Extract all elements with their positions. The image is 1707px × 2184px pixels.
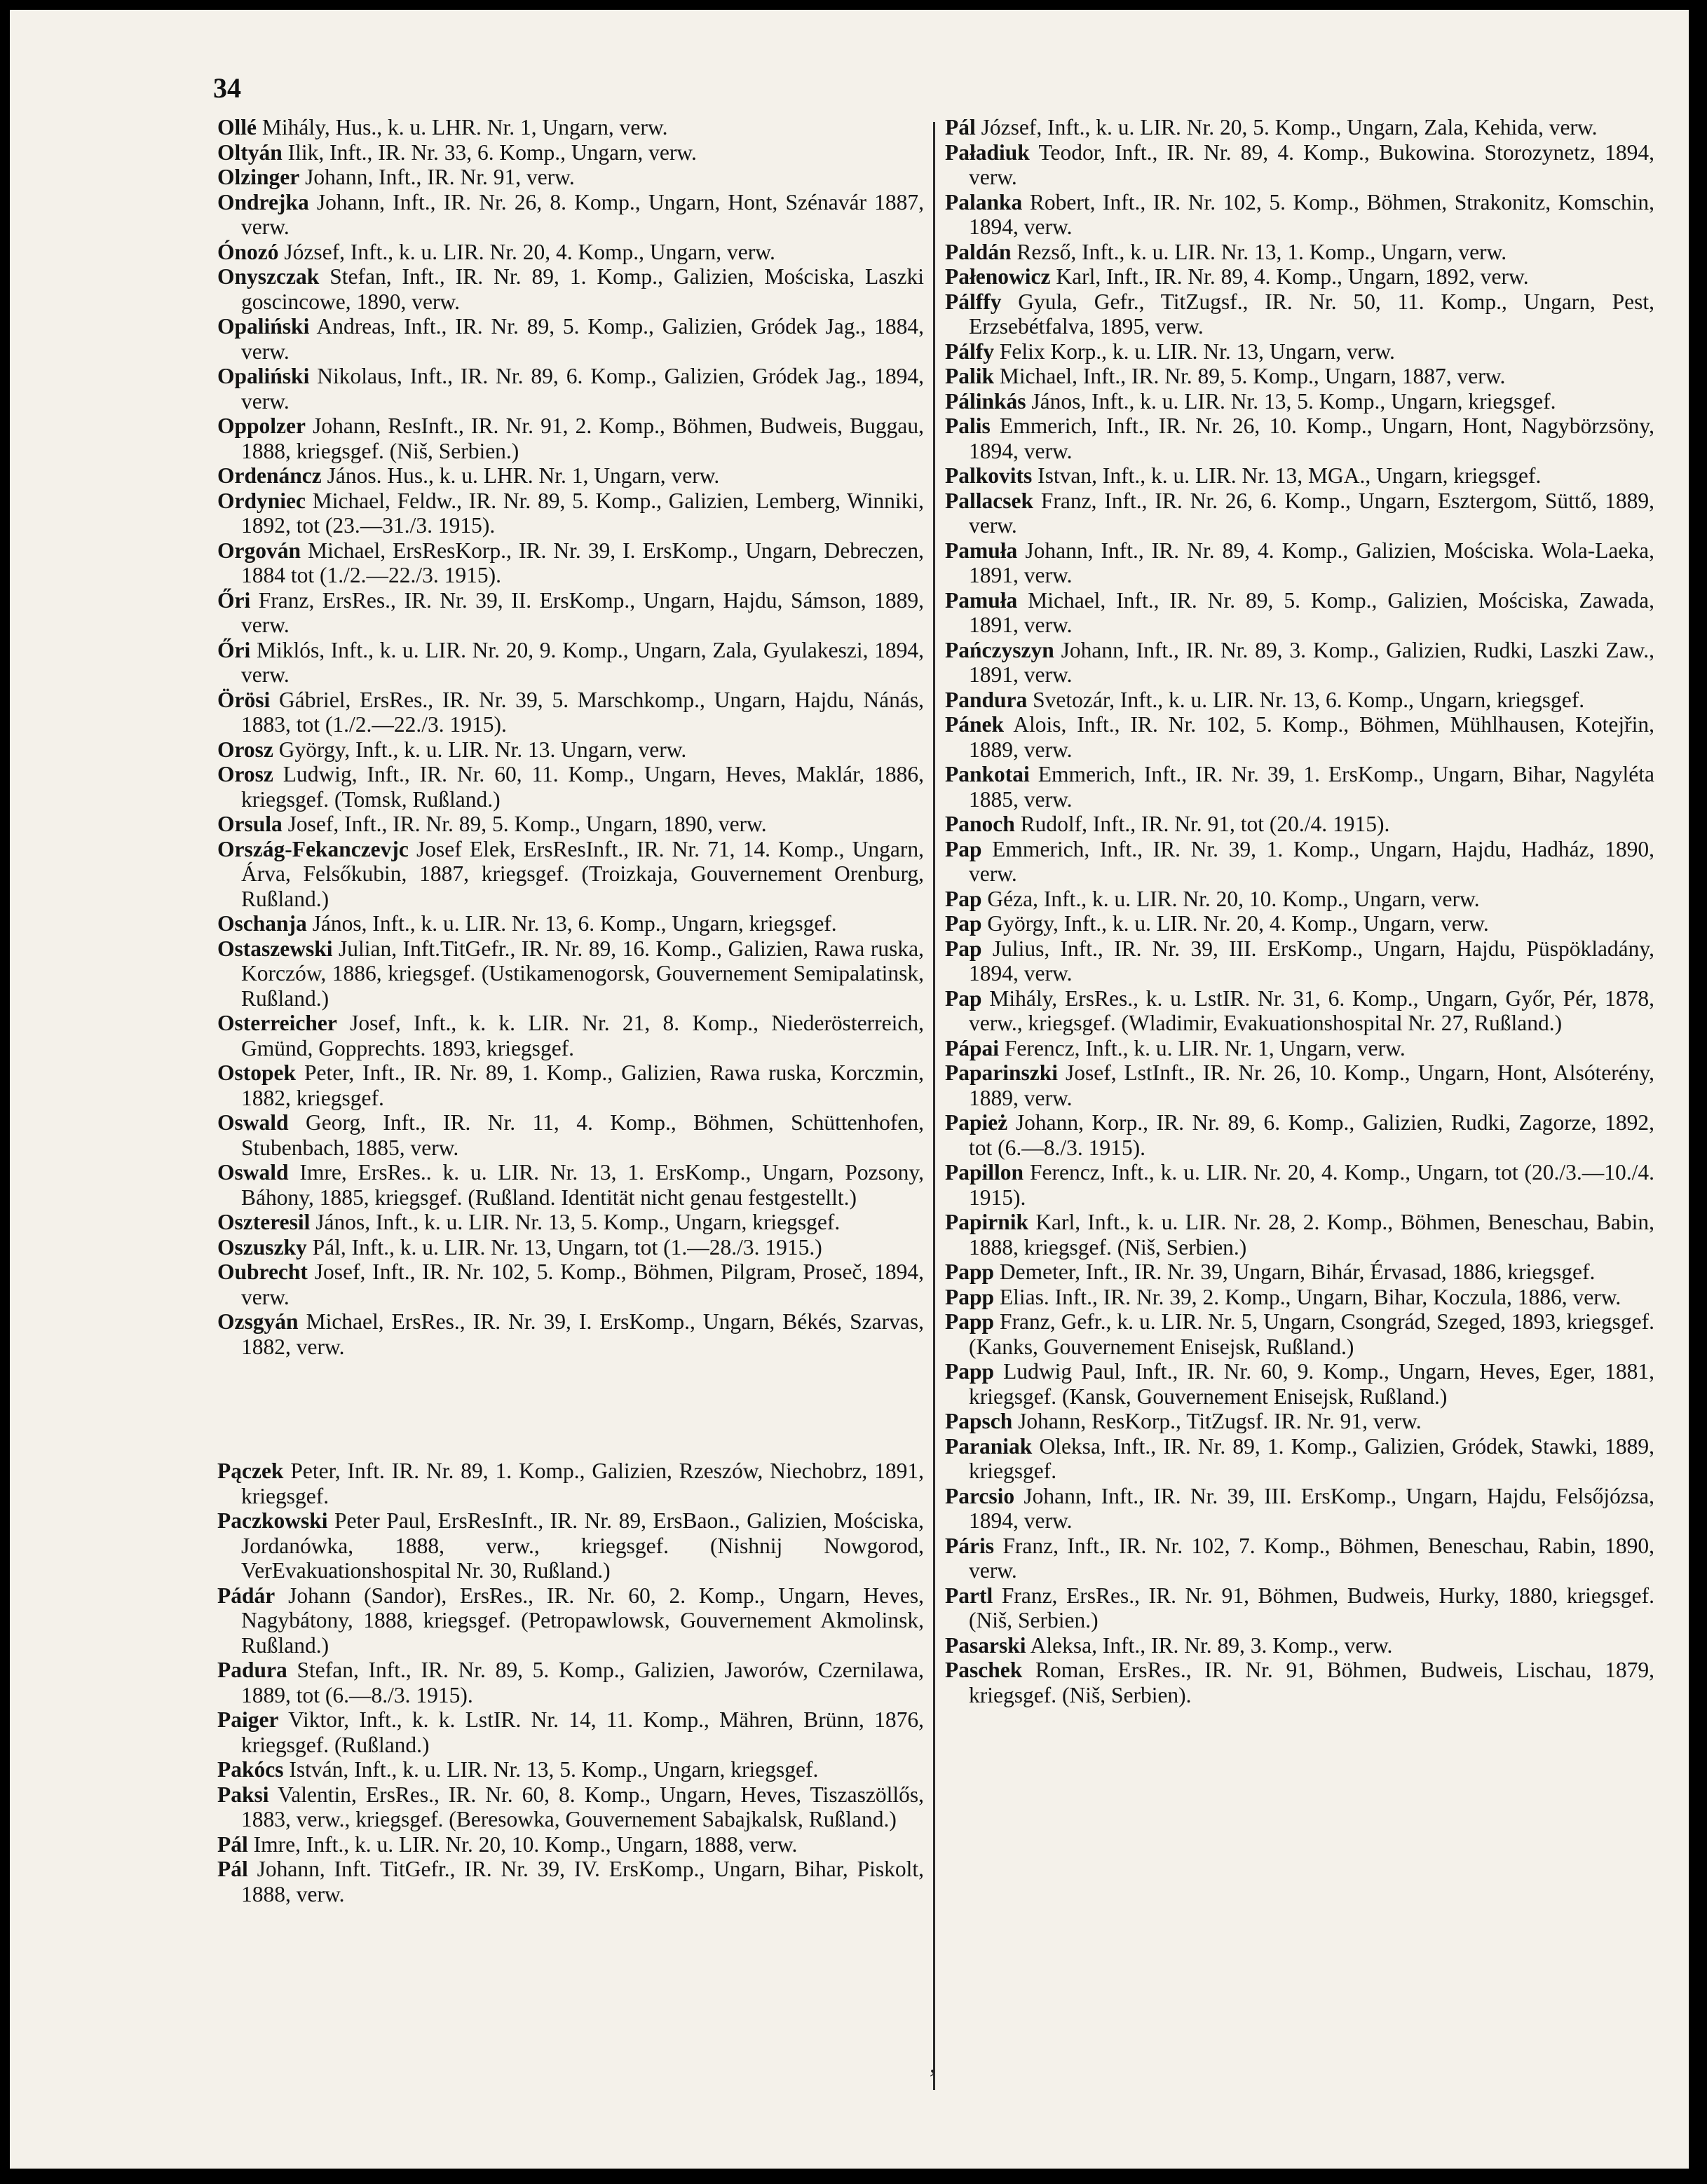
entry-details: Alois, Inft., IR. Nr. 102, 5. Komp., Böhmen, Mühlhausen, Kotejřin, 1889, verw.: [969, 712, 1654, 762]
register-entry: [217, 240, 924, 265]
register-entry: [217, 1782, 924, 1832]
left-entries-o: [217, 115, 924, 1359]
entry-details: Stefan, Inft., IR. Nr. 89, 1. Komp., Galizien, Mościska, Laszki goscincowe, 1890, verw.: [241, 264, 925, 314]
entry-surname: Paparinszki: [945, 1060, 1059, 1085]
entry-details: Johann, Korp., IR. Nr. 89, 6. Komp., Galizien, Rudki, Zagorze, 1892, tot (6.—8./3. 1915).: [969, 1110, 1654, 1160]
entry-details: János, Inft., k. u. LIR. Nr. 13, 5. Komp., Ungarn, kriegsgef.: [315, 1210, 841, 1234]
entry-surname: Papp: [945, 1284, 995, 1309]
right-column: [945, 115, 1654, 1707]
register-entry: [217, 463, 924, 489]
register-entry: [945, 1060, 1654, 1110]
entry-details: József, Inft., k. u. LIR. Nr. 20, 5. Komp., Ungarn, Zala, Kehida, verw.: [981, 115, 1598, 139]
register-entry: [945, 115, 1654, 140]
entry-details: Emmerich, Inft., IR. Nr. 39, 1. Komp., Ungarn, Hajdu, Hadház, 1890, verw.: [969, 836, 1655, 886]
register-entry: [945, 1583, 1654, 1633]
entry-details: Roman, ErsRes., IR. Nr. 91, Böhmen, Budweis, Lischau, 1879, kriegsgef. (Niš, Serbien).: [969, 1658, 1654, 1707]
entry-surname: Paczkowski: [217, 1508, 328, 1533]
entry-details: Ferencz, Inft., k. u. LIR. Nr. 20, 4. Komp., Ungarn, tot (20./3.—10./4. 1915).: [969, 1160, 1655, 1210]
register-entry: [217, 911, 924, 936]
entry-surname: Oschanja: [217, 911, 307, 936]
register-entry: [945, 190, 1654, 240]
entry-surname: Örösi: [217, 687, 271, 712]
entry-surname: Palkovits: [945, 463, 1033, 488]
entry-details: Géza, Inft., k. u. LIR. Nr. 20, 10. Komp., Ungarn, verw.: [987, 886, 1480, 911]
entry-details: Johann (Sandor), ErsRes., IR. Nr. 60, 2. Komp., Ungarn, Heves, Nagybátony, 1888, kriegsgef. (Petropawlowsk, Gouvernement Akmolinsk, Rußland.): [241, 1583, 925, 1658]
entry-details: Franz, Gefr., k. u. LIR. Nr. 5, Ungarn, Csongrád, Szeged, 1893, kriegsgef. (Kanks, Gouvernement Enisejsk, Rußland.): [969, 1309, 1655, 1359]
register-entry: [217, 538, 924, 588]
entry-surname: Padura: [217, 1658, 287, 1682]
entry-details: Stefan, Inft., IR. Nr. 89, 5. Komp., Galizien, Jaworów, Czernilawa, 1889, tot (6.—8./3. 1915).: [241, 1658, 924, 1707]
register-entry: [945, 588, 1654, 638]
entry-details: János, Inft., k. u. LIR. Nr. 13, 6. Komp., Ungarn, kriegsgef.: [312, 911, 837, 936]
entry-surname: Parcsio: [945, 1483, 1015, 1508]
entry-surname: Őri: [217, 587, 251, 613]
entry-details: Franz, Inft., IR. Nr. 26, 6. Komp., Ungarn, Esztergom, Süttő, 1889, verw.: [969, 488, 1654, 538]
entry-details: János. Hus., k. u. LHR. Nr. 1, Ungarn, verw.: [327, 463, 720, 488]
register-entry: [217, 489, 924, 538]
entry-surname: Oppolzer: [217, 414, 306, 438]
entry-surname: Őri: [217, 637, 251, 662]
register-entry: [945, 140, 1654, 190]
entry-details: Teodor, Inft., IR. Nr. 89, 4. Komp., Bukowina. Storozynetz, 1894, verw.: [969, 139, 1654, 189]
left-entries-p: [217, 1459, 924, 1906]
column-divider: [933, 122, 935, 2090]
register-entry: [945, 1110, 1654, 1160]
entry-details: Michael, Inft., IR. Nr. 89, 5. Komp., Galizien, Mościska, Zawada, 1891, verw.: [969, 587, 1655, 637]
entry-details: Ferencz, Inft., k. u. LIR. Nr. 1, Ungarn, verw.: [1004, 1035, 1406, 1060]
register-entry: [945, 489, 1654, 538]
register-entry: [945, 463, 1654, 489]
entry-surname: Paksi: [217, 1782, 269, 1807]
entry-details: Karl, Inft., IR. Nr. 89, 4. Komp., Ungarn, 1892, verw.: [1056, 264, 1529, 289]
print-mark: ’: [928, 2064, 937, 2094]
register-entry: [217, 1110, 924, 1160]
entry-surname: Pápai: [945, 1035, 1000, 1060]
entry-surname: Opaliński: [217, 364, 310, 388]
register-entry: [217, 414, 924, 463]
entry-details: Emmerich, Inft., IR. Nr. 39, 1. ErsKomp., Ungarn, Bihar, Nagyléta 1885, verw.: [969, 762, 1655, 812]
entry-details: Johann, ResKorp., TitZugsf. IR. Nr. 91, verw.: [1018, 1409, 1422, 1433]
entry-surname: Paraniak: [945, 1433, 1033, 1459]
entry-details: Johann, Inft., IR. Nr. 26, 8. Komp., Ungarn, Hont, Szénavár 1887, verw.: [241, 189, 925, 239]
entry-details: Franz, Inft., IR. Nr. 102, 7. Komp., Böhmen, Beneschau, Rabin, 1890, verw.: [969, 1533, 1654, 1583]
entry-surname: Pączek: [217, 1459, 284, 1483]
entry-details: Ludwig, Inft., IR. Nr. 60, 11. Komp., Ungarn, Heves, Maklár, 1886, kriegsgef. (Tomsk, Rußland.): [241, 762, 924, 812]
register-entry: [217, 1309, 924, 1359]
register-entry: [945, 538, 1654, 588]
register-entry: [945, 1160, 1654, 1210]
entry-details: Istvan, Inft., k. u. LIR. Nr. 13, MGA., Ungarn, kriegsgef.: [1038, 463, 1542, 488]
register-entry: [945, 339, 1654, 364]
register-entry: [217, 1011, 924, 1060]
entry-surname: Palis: [945, 414, 991, 438]
entry-surname: Ondrejka: [217, 189, 309, 214]
register-entry: [945, 812, 1654, 837]
entry-details: György, Inft., k. u. LIR. Nr. 13. Ungarn, verw.: [278, 737, 687, 762]
register-entry: [217, 688, 924, 737]
register-entry: [217, 638, 924, 688]
entry-details: Georg, Inft., IR. Nr. 11, 4. Komp., Böhmen, Schüttenhofen, Stubenbach, 1885, verw.: [241, 1110, 925, 1160]
entry-details: Johann, Inft., IR. Nr. 89, 4. Komp., Galizien, Mościska. Wola-Laeka, 1891, verw.: [969, 538, 1654, 587]
entry-surname: Pap: [945, 936, 982, 961]
register-entry: [945, 1210, 1654, 1260]
entry-details: Johann, Inft. TitGefr., IR. Nr. 39, IV. ErsKomp., Ungarn, Bihar, Piskolt, 1888, verw.: [241, 1857, 925, 1906]
register-entry: [945, 887, 1654, 912]
entry-surname: Pandura: [945, 687, 1028, 712]
entry-details: Josef Elek, ErsResInft., IR. Nr. 71, 14. Komp., Ungarn, Árva, Felsőkubin, 1887, kriegsgef. (Troizkaja, Gouvernement Orenburg, Rußland.): [241, 836, 924, 911]
left-column: [217, 115, 924, 1906]
entry-surname: Ollé: [217, 115, 257, 139]
entry-details: József, Inft., k. u. LIR. Nr. 20, 4. Komp., Ungarn, verw.: [284, 239, 775, 264]
register-entry: [217, 1508, 924, 1583]
entry-details: Peter Paul, ErsResInft., IR. Nr. 89, ErsBaon., Galizien, Mościska, Jordanówka, 1888, verw., kriegsgef. (Nishnij Nowgorod, VerEvakuationshospital Nr. 30, Rußland.): [241, 1508, 924, 1583]
register-entry: [945, 688, 1654, 713]
entry-details: Viktor, Inft., k. k. LstIR. Nr. 14, 11. Komp., Mähren, Brünn, 1876, kriegsgef. (Rußland.): [241, 1707, 924, 1757]
entry-surname: Pánek: [945, 712, 1005, 737]
register-entry: [945, 289, 1654, 339]
entry-details: Ilik, Inft., IR. Nr. 33, 6. Komp., Ungarn, verw.: [287, 139, 697, 165]
register-entry: [945, 712, 1654, 762]
register-entry: [945, 762, 1654, 812]
entry-surname: Orosz: [217, 737, 273, 762]
register-entry: [945, 240, 1654, 265]
register-entry: [945, 1309, 1654, 1359]
entry-details: Svetozár, Inft., k. u. LIR. Nr. 13, 6. Komp., Ungarn, kriegsgef.: [1033, 687, 1585, 712]
register-entry: [217, 1832, 924, 1857]
register-entry: [945, 389, 1654, 414]
entry-surname: Pamuła: [945, 538, 1018, 563]
register-entry: [945, 1036, 1654, 1061]
entry-surname: Oltyán: [217, 139, 283, 165]
entry-surname: Olzinger: [217, 165, 300, 189]
entry-surname: Pasarski: [945, 1632, 1026, 1658]
entry-surname: Ostopek: [217, 1060, 297, 1085]
entry-details: Andreas, Inft., IR. Nr. 89, 5. Komp., Galizien, Gródek Jag., 1884, verw.: [241, 314, 924, 364]
entry-details: Robert, Inft., IR. Nr. 102, 5. Komp., Böhmen, Strakonitz, Komschin, 1894, verw.: [969, 189, 1654, 239]
entry-details: György, Inft., k. u. LIR. Nr. 20, 4. Komp., Ungarn, verw.: [987, 911, 1489, 936]
entry-surname: Pap: [945, 836, 982, 861]
entry-surname: Pakócs: [217, 1757, 284, 1782]
entry-surname: Oubrecht: [217, 1260, 308, 1284]
register-entry: [217, 190, 924, 240]
register-entry: [945, 264, 1654, 289]
entry-surname: Pap: [945, 911, 982, 936]
register-entry: [217, 737, 924, 763]
entry-details: Aleksa, Inft., IR. Nr. 89, 3. Komp., verw.: [1030, 1632, 1393, 1658]
register-entry: [945, 1484, 1654, 1534]
entry-surname: Pál: [217, 1831, 248, 1857]
entry-surname: Pálfy: [945, 339, 994, 364]
entry-details: Oleksa, Inft., IR. Nr. 89, 1. Komp., Galizien, Gródek, Stawki, 1889, kriegsgef.: [969, 1433, 1655, 1483]
entry-details: Felix Korp., k. u. LIR. Nr. 13, Ungarn, verw.: [999, 339, 1395, 364]
register-entry: [945, 1260, 1654, 1285]
entry-surname: Paldán: [945, 239, 1012, 264]
entry-surname: Pál: [217, 1857, 248, 1881]
entry-surname: Paiger: [217, 1707, 279, 1732]
register-entry: [217, 837, 924, 912]
entry-surname: Pálffy: [945, 289, 1002, 314]
entry-details: Franz, ErsRes., IR. Nr. 39, II. ErsKomp., Ungarn, Hajdu, Sámson, 1889, verw.: [241, 587, 925, 637]
entry-surname: Oszteresil: [217, 1210, 311, 1234]
entry-details: Rudolf, Inft., IR. Nr. 91, tot (20./4. 1915).: [1020, 812, 1390, 836]
entry-details: Michael, Feldw., IR. Nr. 89, 5. Komp., Galizien, Lemberg, Winniki, 1892, tot (23.—31./3. 1915).: [241, 488, 925, 538]
entry-surname: Ónozó: [217, 239, 279, 264]
register-entry: [945, 1434, 1654, 1484]
register-entry: [945, 936, 1654, 986]
entry-details: Franz, ErsRes., IR. Nr. 91, Böhmen, Budweis, Hurky, 1880, kriegsgef. (Niš, Serbien.): [969, 1583, 1654, 1632]
register-entry: [217, 1757, 924, 1782]
entry-details: Michael, Inft., IR. Nr. 89, 5. Komp., Ungarn, 1887, verw.: [999, 364, 1506, 388]
entry-details: Valentin, ErsRes., IR. Nr. 60, 8. Komp., Ungarn, Heves, Tiszaszöllős, 1883, verw., kriegsgef. (Beresowka, Gouvernement Sabajkalsk, Rußland.): [241, 1782, 924, 1831]
entry-details: Michael, ErsResKorp., IR. Nr. 39, I. ErsKomp., Ungarn, Debreczen, 1884 tot (1./2.—22./3. 1915).: [241, 538, 925, 587]
entry-surname: Partl: [945, 1583, 993, 1608]
register-entry: [217, 140, 924, 165]
document-page: [10, 10, 1689, 2169]
register-entry: [217, 762, 924, 812]
entry-surname: Pałenowicz: [945, 264, 1051, 289]
register-entry: [217, 1459, 924, 1508]
entry-details: Rezső, Inft., k. u. LIR. Nr. 13, 1. Komp., Ungarn, verw.: [1016, 239, 1507, 264]
entry-surname: Oswald: [217, 1110, 289, 1135]
register-entry: [217, 314, 924, 364]
entry-details: Gyula, Gefr., TitZugsf., IR. Nr. 50, 11. Komp., Ungarn, Pest, Erzsebétfalva, 1895, verw.: [969, 289, 1655, 339]
entry-details: Ludwig Paul, Inft., IR. Nr. 60, 9. Komp., Ungarn, Heves, Eger, 1881, kriegsgef. (Kansk, Gouvernement Enisejsk, Rußland.): [969, 1359, 1654, 1409]
register-entry: [945, 911, 1654, 936]
register-entry: [217, 264, 924, 314]
entry-details: Mihály, ErsRes., k. u. LstIR. Nr. 31, 6. Komp., Ungarn, Győr, Pér, 1878, verw., kriegsgef. (Wladimir, Evakuationshospital Nr. 27, Rußland.): [969, 985, 1654, 1035]
register-entry: [217, 1583, 924, 1658]
entry-surname: Ozsgyán: [217, 1309, 299, 1334]
register-entry: [945, 364, 1654, 389]
entry-details: Nikolaus, Inft., IR. Nr. 89, 6. Komp., Galizien, Gródek Jag., 1894, verw.: [241, 364, 924, 414]
entry-surname: Pap: [945, 985, 982, 1011]
entry-surname: Orosz: [217, 762, 273, 786]
entry-surname: Ostaszewski: [217, 936, 333, 961]
register-entry: [217, 1658, 924, 1707]
register-entry: [945, 1534, 1654, 1583]
entry-details: Miklós, Inft., k. u. LIR. Nr. 20, 9. Komp., Ungarn, Zala, Gyulakeszi, 1894, verw.: [241, 637, 925, 687]
entry-details: Johann, ResInft., IR. Nr. 91, 2. Komp., Böhmen, Budweis, Buggau, 1888, kriegsgef. (Niš, Serbien.): [241, 414, 924, 463]
entry-surname: Panoch: [945, 812, 1015, 836]
register-entry: [217, 1260, 924, 1309]
entry-surname: Pál: [945, 115, 976, 139]
register-entry: [945, 1359, 1654, 1409]
entry-surname: Onyszczak: [217, 264, 320, 289]
register-entry: [945, 1285, 1654, 1310]
register-entry: [217, 364, 924, 414]
entry-details: Johann, Inft., IR. Nr. 39, III. ErsKomp., Ungarn, Hajdu, Felsőjózsa, 1894, verw.: [969, 1483, 1654, 1533]
entry-details: Peter, Inft. IR. Nr. 89, 1. Komp., Galizien, Rzeszów, Niechobrz, 1891, kriegsgef.: [241, 1459, 924, 1508]
entry-surname: Opaliński: [217, 314, 310, 339]
entry-surname: Oszuszky: [217, 1234, 307, 1260]
entry-details: Karl, Inft., k. u. LIR. Nr. 28, 2. Komp., Böhmen, Beneschau, Babin, 1888, kriegsgef. (Niš, Serbien.): [969, 1210, 1655, 1260]
register-entry: [945, 414, 1654, 463]
entry-surname: Pańczyszyn: [945, 637, 1054, 662]
entry-surname: Papsch: [945, 1409, 1013, 1433]
register-entry: [945, 1633, 1654, 1658]
entry-surname: Paschek: [945, 1658, 1023, 1682]
entry-details: Pál, Inft., k. u. LIR. Nr. 13, Ungarn, tot (1.—28./3. 1915.): [312, 1234, 822, 1260]
entry-surname: Pallacsek: [945, 488, 1033, 513]
register-entry: [217, 1210, 924, 1235]
entry-surname: Papirnik: [945, 1210, 1029, 1234]
entry-details: Elias. Inft., IR. Nr. 39, 2. Komp., Ungarn, Bihar, Koczula, 1886, verw.: [999, 1284, 1621, 1309]
entry-details: Julian, Inft.TitGefr., IR. Nr. 89, 16. Komp., Galizien, Rawa ruska, Korczów, 1886, kriegsgef. (Ustikamenogorsk, Gouvernement Semipalatinsk, Rußland.): [241, 936, 925, 1011]
register-entry: [217, 1235, 924, 1260]
register-entry: [217, 588, 924, 638]
register-entry: [217, 936, 924, 1011]
entry-surname: Palik: [945, 364, 995, 388]
entry-surname: Osterreicher: [217, 1011, 337, 1035]
entry-details: Mihály, Hus., k. u. LHR. Nr. 1, Ungarn, verw.: [261, 115, 668, 139]
entry-details: István, Inft., k. u. LIR. Nr. 13, 5. Komp., Ungarn, kriegsgef.: [289, 1757, 819, 1782]
entry-details: Demeter, Inft., IR. Nr. 39, Ungarn, Bihár, Érvasad, 1886, kriegsgef.: [999, 1260, 1596, 1284]
entry-details: Michael, ErsRes., IR. Nr. 39, I. ErsKomp., Ungarn, Békés, Szarvas, 1882, verw.: [241, 1309, 924, 1359]
entry-surname: Papp: [945, 1309, 995, 1334]
entry-details: Josef, LstInft., IR. Nr. 26, 10. Komp., Ungarn, Hont, Alsóterény, 1889, verw.: [969, 1060, 1654, 1110]
register-entry: [945, 837, 1654, 887]
entry-details: Imre, ErsRes.. k. u. LIR. Nr. 13, 1. ErsKomp., Ungarn, Pozsony, Báhony, 1885, kriegsgef. (Rußland. Identität nicht genau festgestellt.): [241, 1160, 925, 1210]
entry-details: Josef, Inft., k. k. LIR. Nr. 21, 8. Komp., Niederösterreich, Gmünd, Gopprechts. 1893, kriegsgef.: [241, 1011, 924, 1060]
entry-details: Johann, Inft., IR. Nr. 89, 3. Komp., Galizien, Rudki, Laszki Zaw., 1891, verw.: [969, 637, 1654, 687]
entry-surname: Papież: [945, 1110, 1008, 1135]
entry-surname: Papillon: [945, 1160, 1024, 1185]
entry-details: Emmerich, Inft., IR. Nr. 26, 10. Komp., Ungarn, Hont, Nagybörzsöny, 1894, verw.: [969, 414, 1655, 463]
entry-surname: Pankotai: [945, 762, 1030, 786]
register-entry: [217, 165, 924, 190]
entry-details: Gábriel, ErsRes., IR. Nr. 39, 5. Marschkomp., Ungarn, Hajdu, Nánás, 1883, tot (1./2.—22./3. 1915).: [241, 687, 924, 737]
register-entry: [945, 986, 1654, 1036]
entry-details: Peter, Inft., IR. Nr. 89, 1. Komp., Galizien, Rawa ruska, Korczmin, 1882, kriegsgef.: [241, 1060, 925, 1110]
page-number: 34: [213, 72, 241, 104]
register-entry: [217, 1707, 924, 1757]
register-entry: [945, 1409, 1654, 1434]
entry-surname: Orgován: [217, 538, 301, 563]
entry-details: Josef, Inft., IR. Nr. 89, 5. Komp., Ungarn, 1890, verw.: [287, 812, 767, 836]
register-entry: [217, 1160, 924, 1210]
entry-surname: Ordenáncz: [217, 463, 322, 488]
entry-details: Josef, Inft., IR. Nr. 102, 5. Komp., Böhmen, Pilgram, Proseč, 1894, verw.: [241, 1260, 925, 1309]
entry-surname: Pádár: [217, 1583, 276, 1608]
entry-surname: Palanka: [945, 189, 1023, 214]
entry-surname: Ország-Fekanczevjc: [217, 836, 409, 861]
register-entry: [217, 1857, 924, 1906]
entry-surname: Orsula: [217, 812, 283, 836]
entry-details: János, Inft., k. u. LIR. Nr. 13, 5. Komp., Ungarn, kriegsgef.: [1031, 388, 1556, 414]
entry-details: Imre, Inft., k. u. LIR. Nr. 20, 10. Komp., Ungarn, 1888, verw.: [253, 1831, 798, 1857]
register-entry: [217, 1060, 924, 1110]
register-entry: [945, 638, 1654, 688]
register-entry: [217, 812, 924, 837]
entry-details: Julius, Inft., IR. Nr. 39, III. ErsKomp., Ungarn, Hajdu, Püspökladány, 1894, verw.: [969, 936, 1654, 985]
entry-surname: Oswald: [217, 1160, 289, 1185]
entry-details: Johann, Inft., IR. Nr. 91, verw.: [305, 165, 575, 189]
entry-surname: Ordyniec: [217, 488, 306, 513]
section-gap: [217, 1359, 924, 1459]
entry-surname: Pamuła: [945, 587, 1018, 613]
right-entries: [945, 115, 1654, 1707]
entry-surname: Pap: [945, 886, 982, 911]
entry-surname: Papp: [945, 1359, 995, 1384]
entry-surname: Paładiuk: [945, 139, 1030, 165]
entry-surname: Papp: [945, 1260, 995, 1284]
register-entry: [217, 115, 924, 140]
entry-surname: Pálinkás: [945, 388, 1026, 414]
register-entry: [945, 1658, 1654, 1707]
entry-surname: Páris: [945, 1533, 994, 1558]
